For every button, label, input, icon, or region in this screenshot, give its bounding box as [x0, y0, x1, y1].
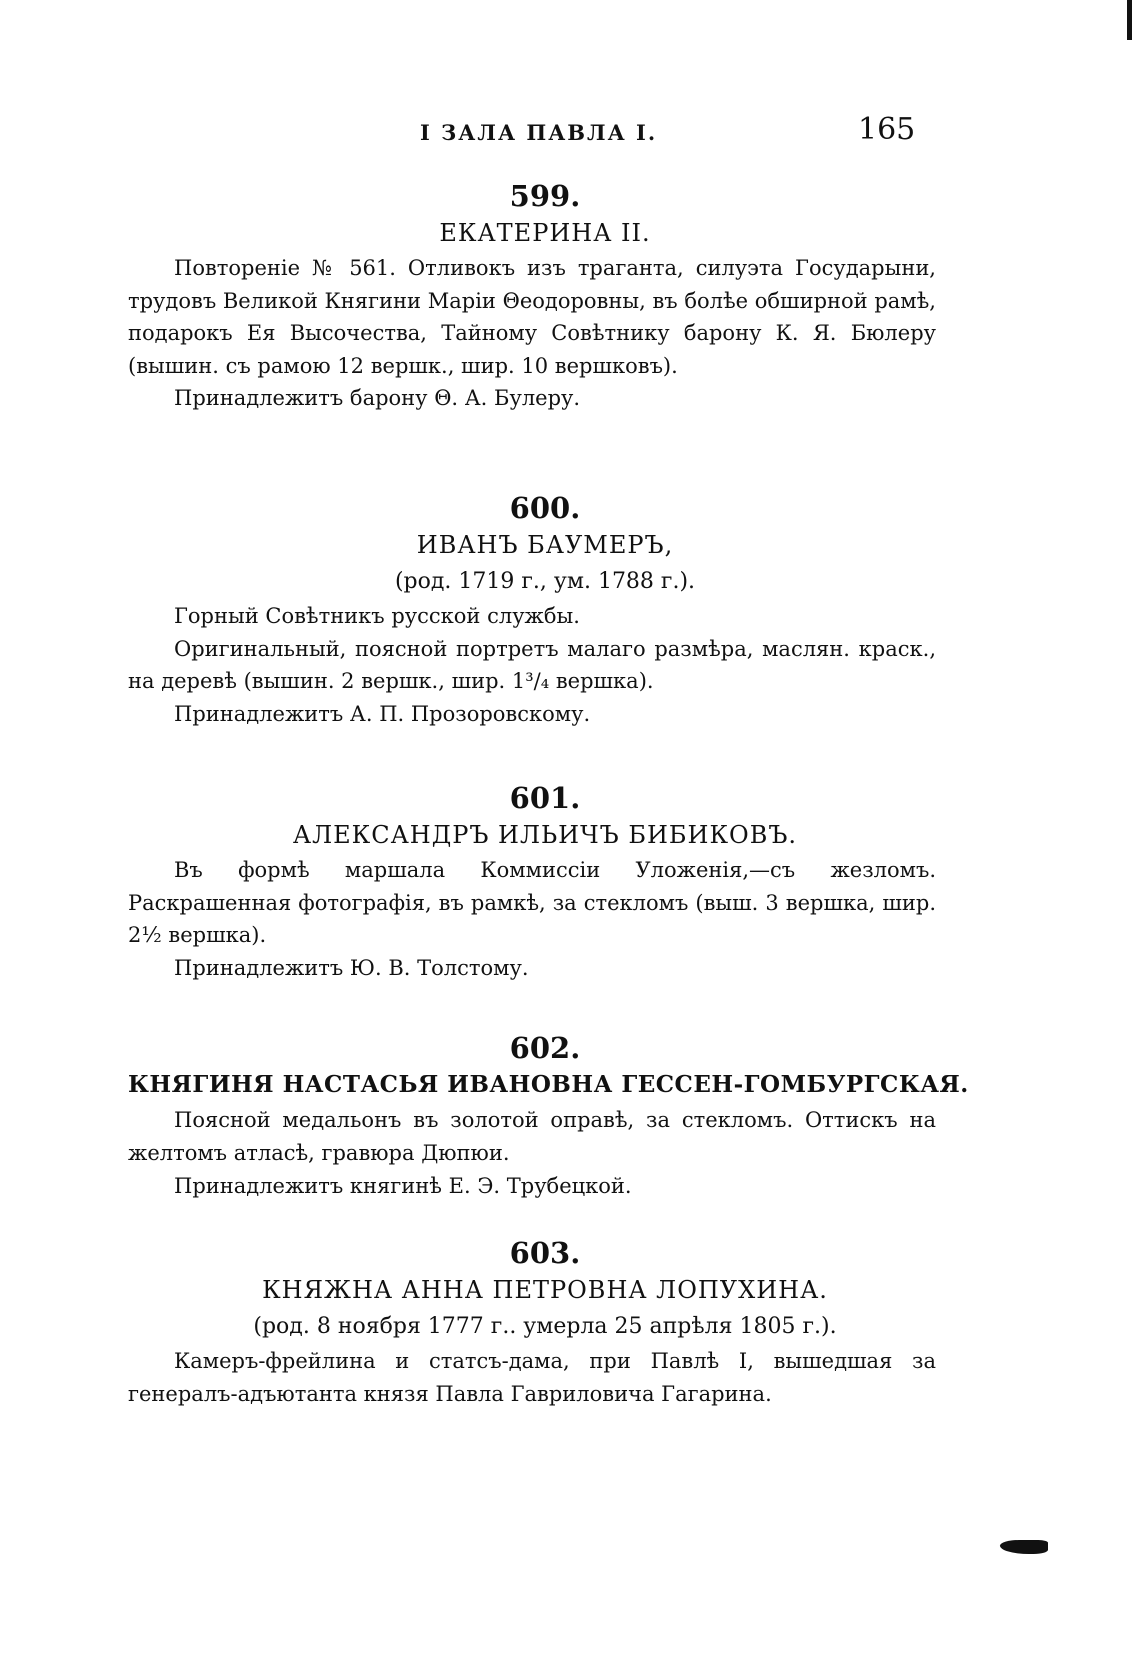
catalog-entry-601 — [128, 780, 936, 985]
catalog-entry-602 — [128, 1030, 969, 1203]
entry-description: Горный Совѣтникъ русской службы. — [174, 604, 580, 628]
entry-description: Поясной медальонъ въ золотой оправѣ, за стекломъ. Оттискъ на желтомъ атласѣ, гравюра Дюпюи. — [128, 1108, 936, 1165]
catalog-entry-600 — [128, 490, 936, 731]
page-number: 165 — [858, 112, 916, 147]
entry-number: 599. — [509, 179, 581, 213]
entry-number: 601. — [509, 781, 581, 815]
entry-owner: Принадлежитъ А. П. Прозоровскому. — [174, 701, 591, 726]
page-edge-mark — [1127, 0, 1132, 40]
entry-dates: (род. 8 ноября 1777 г.. умерла 25 апрѣля 1805 г.). — [253, 1314, 837, 1339]
page-header — [0, 112, 1140, 152]
entry-name: ЕКАТЕРИНА II. — [439, 219, 651, 247]
entry-name: ИВАНЪ БАУМЕРЪ, — [416, 531, 674, 559]
entry-owner: Принадлежитъ княгинѣ Е. Э. Трубецкой. — [174, 1174, 632, 1198]
entry-owner: Принадлежитъ барону Θ. А. Булеру. — [174, 386, 581, 410]
catalog-entry-599 — [128, 178, 936, 415]
entry-description: Повторенiе № 561. Отливокъ изъ траганта, силуэта Государыни, трудовъ Великой Княгини Марiи Θеодоровны, въ болѣе обширной рамѣ, подарокъ Ея Высочества, Тайному Совѣтнику барону К. Я. Бюлеру (вышин. съ рамою 12 вершк., шир. 10 вершковъ). — [128, 256, 936, 378]
entry-number: 600. — [509, 491, 581, 525]
catalog-entry-603 — [128, 1235, 936, 1410]
entry-number: 603. — [509, 1236, 581, 1270]
entry-description: Оригинальный, поясной портретъ малаго размѣра, маслян. краск., на деревѣ (вышин. 2 вершк., шир. 1³/₄ вершка). — [128, 636, 936, 693]
entry-name: КНЯГИНЯ НАСТАСЬЯ ИВАНОВНА ГЕССЕН-ГОМБУРГСКАЯ. — [128, 1071, 969, 1098]
entry-name: КНЯЖНА АННА ПЕТРОВНА ЛОПУХИНА. — [262, 1276, 828, 1304]
entry-dates: (род. 1719 г., ум. 1788 г.). — [394, 569, 696, 594]
ink-blot — [1000, 1540, 1048, 1554]
entry-description: Камеръ-фрейлина и статсъ-дама, при Павлѣ I, вышедшая за генералъ-адъютанта князя Павла Гавриловича Гагарина. — [128, 1349, 936, 1406]
entry-number: 602. — [509, 1031, 581, 1065]
entry-name: АЛЕКСАНДРЪ ИЛЬИЧЪ БИБИКОВЪ. — [292, 821, 798, 849]
running-title: I ЗАЛА ПАВЛА I. — [420, 120, 658, 145]
entry-description: Въ формѣ маршала Коммиссiи Уложенiя,—съ жезломъ. Раскрашенная фотографiя, въ рамкѣ, за стекломъ (выш. 3 вершка, шир. 2½ вершка). — [128, 858, 936, 947]
entry-owner: Принадлежитъ Ю. В. Толстому. — [174, 955, 529, 980]
